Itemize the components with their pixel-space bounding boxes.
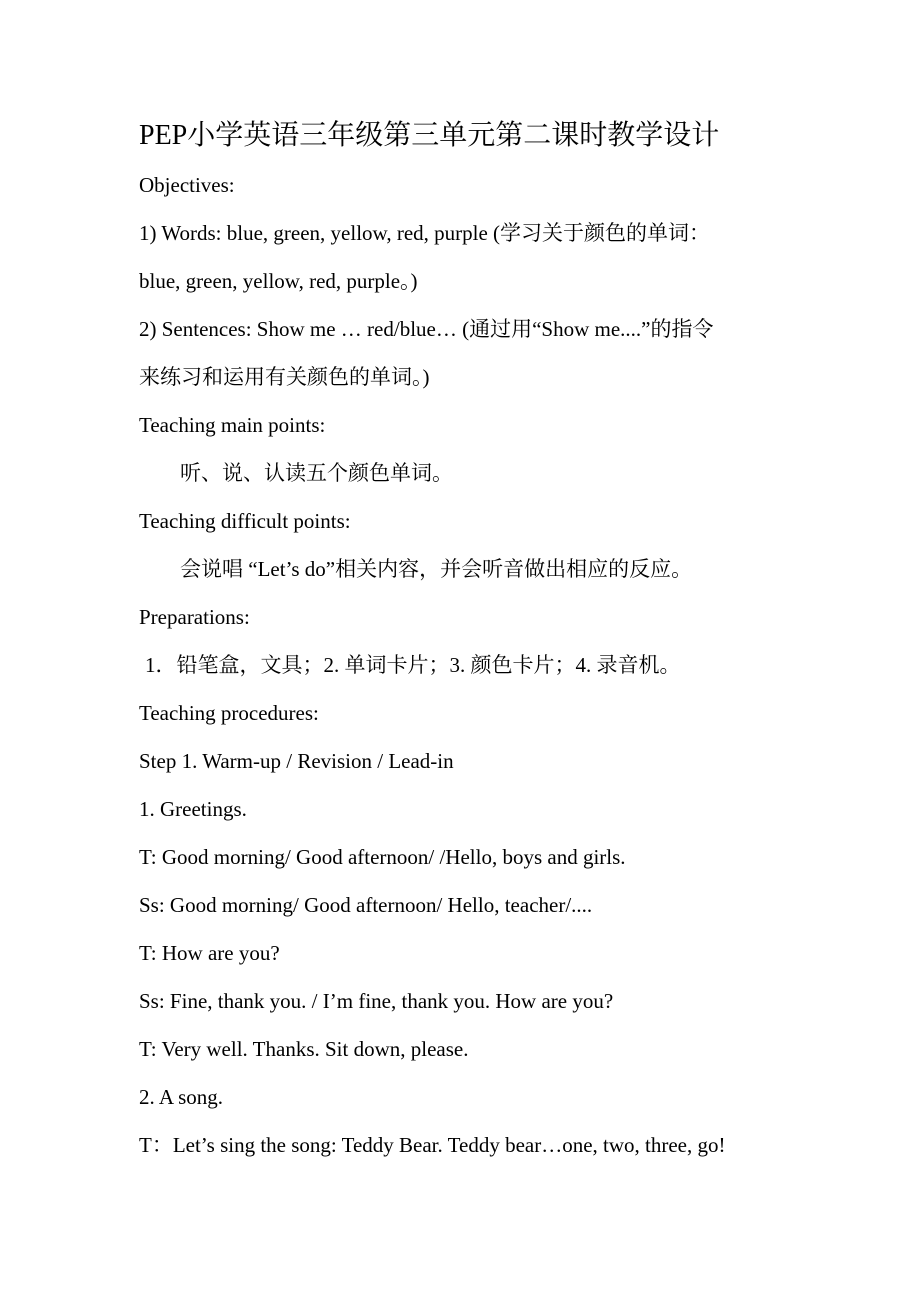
dialogue-line: T: Very well. Thanks. Sit down, please. [139, 1037, 469, 1061]
greetings-heading: 1. Greetings. [139, 797, 247, 821]
objectives-heading: Objectives: [139, 173, 235, 197]
procedures-heading: Teaching procedures: [139, 701, 319, 725]
main-points-text: 听、说、认读五个颜色单词。 [180, 461, 453, 485]
difficult-points-text: 会说唱 “Let’s do”相关内容，并会听音做出相应的反应。 [180, 557, 693, 581]
document-title: PEP小学英语三年级第三单元第二课时教学设计 [139, 120, 720, 151]
preparations-heading: Preparations: [139, 605, 250, 629]
objective-words-line: 1) Words: blue, green, yellow, red, purple (学习关于颜色的单词： [139, 221, 711, 245]
dialogue-line: Ss: Fine, thank you. / I’m fine, thank you. How are you? [139, 989, 614, 1013]
song-instruction-line: T：Let’s sing the song: Teddy Bear. Teddy bear…one, two, three, go! [139, 1133, 726, 1157]
step-1-heading: Step 1. Warm-up / Revision / Lead-in [139, 749, 454, 773]
dialogue-line: T: How are you? [139, 941, 280, 965]
main-points-heading: Teaching main points: [139, 413, 326, 437]
dialogue-line: Ss: Good morning/ Good afternoon/ Hello, teacher/.... [139, 893, 593, 917]
objective-sentences-line: 2) Sentences: Show me … red/blue… (通过用“Show me....”的指令 [139, 317, 714, 341]
difficult-points-heading: Teaching difficult points: [139, 509, 351, 533]
preparations-text: 1．铅笔盒，文具；2. 单词卡片；3. 颜色卡片；4. 录音机。 [145, 653, 681, 677]
dialogue-line: T: Good morning/ Good afternoon/ /Hello, boys and girls. [139, 845, 626, 869]
objective-words-continued: blue, green, yellow, red, purple。) [139, 269, 418, 293]
song-heading: 2. A song. [139, 1085, 224, 1109]
objective-sentences-continued: 来练习和运用有关颜色的单词。) [139, 365, 430, 389]
